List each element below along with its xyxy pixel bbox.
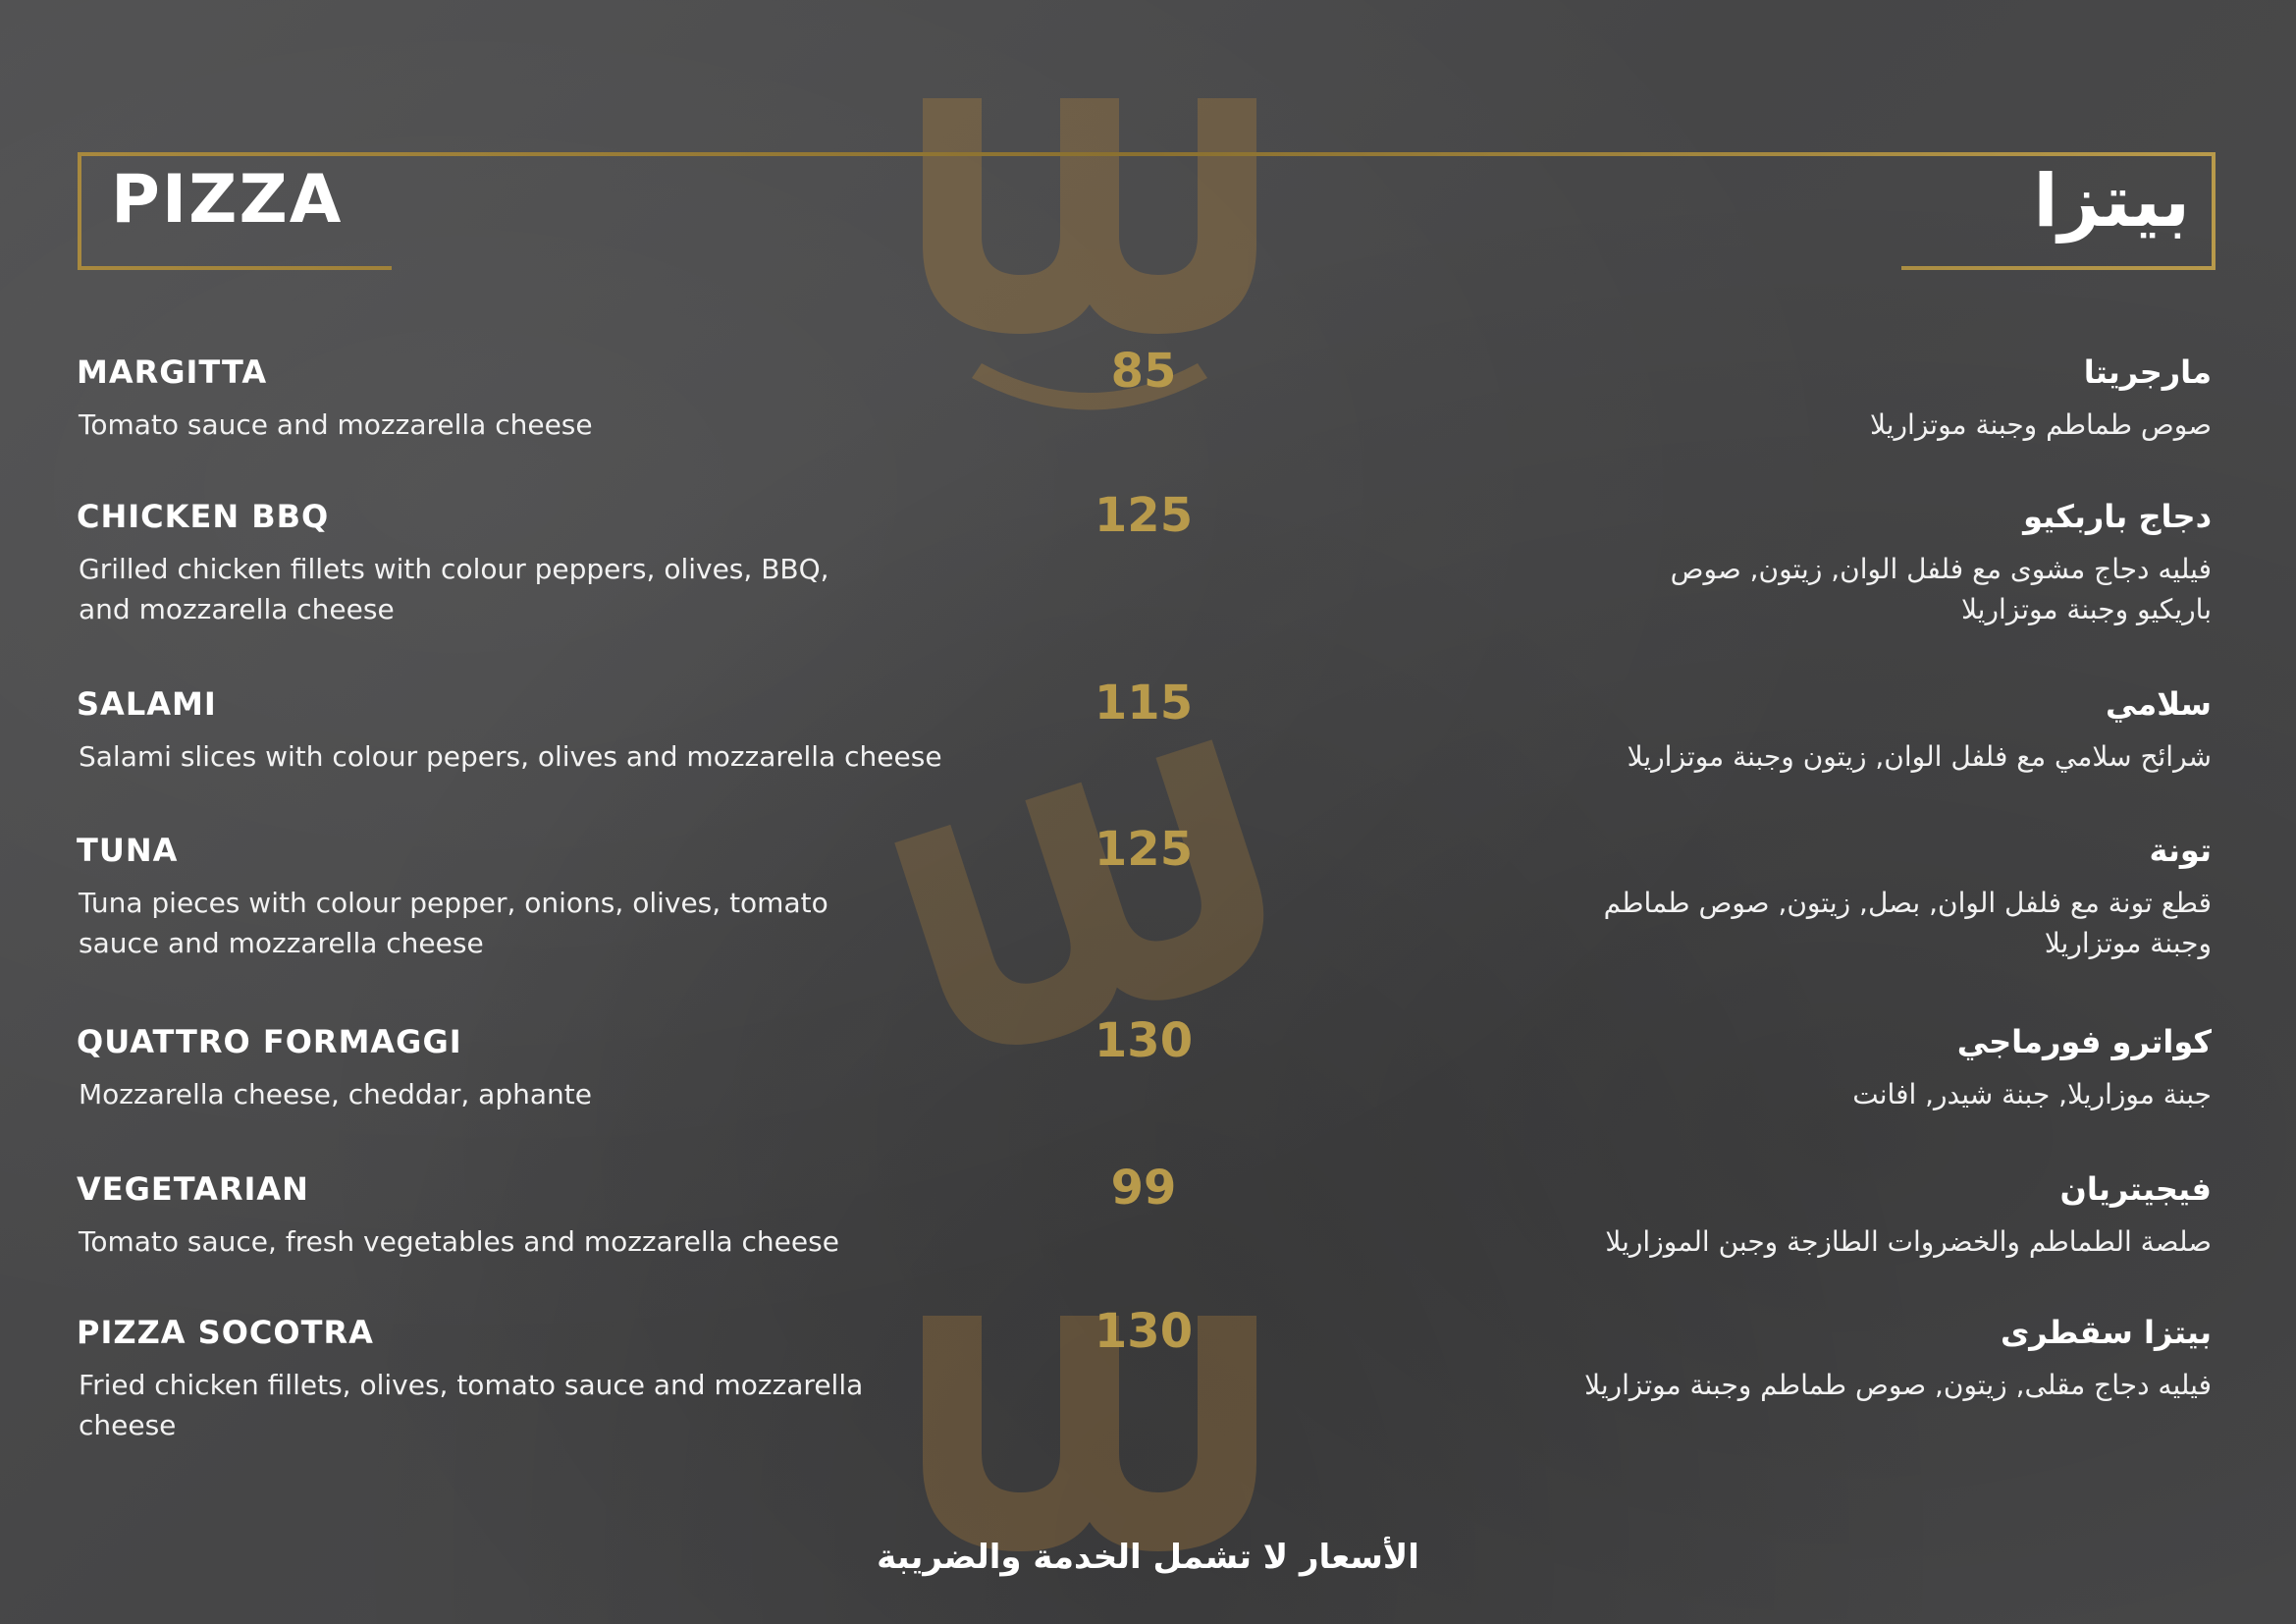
item-name-ar: تونة bbox=[2149, 832, 2212, 869]
item-desc-ar: فيليه دجاج مشوى مع فلفل الوان, زيتون, صوص باريكيو وجبنة موتزاريلا bbox=[1670, 553, 2212, 625]
item-name-en: TUNA bbox=[77, 832, 179, 869]
item-name-ar: مارجريتا bbox=[2083, 353, 2212, 391]
item-name-ar: سلامي bbox=[2106, 685, 2212, 723]
page-title-en: PIZZA bbox=[111, 161, 344, 239]
item-name-ar: كواترو فورماجي bbox=[1956, 1023, 2212, 1060]
item-desc-en: Tuna pieces with colour pepper, onions, olives, tomato sauce and mozzarella cheese bbox=[79, 887, 828, 959]
item-price: 99 bbox=[1110, 1161, 1177, 1216]
item-desc-ar: قطع تونة مع فلفل الوان, بصل, زيتون, صوص طماطم وجبنة موتزاريلا bbox=[1603, 887, 2212, 959]
item-name-ar: بيتزا سقطرى bbox=[2000, 1314, 2212, 1351]
footer-note: الأسعار لا تشمل الخدمة والضريبة bbox=[877, 1538, 1419, 1577]
item-desc-ar: شرائح سلامي مع فلفل الوان, زيتون وجبنة موتزاريلا bbox=[1627, 740, 2212, 773]
item-price: 125 bbox=[1094, 488, 1194, 543]
item-desc-ar: صلصة الطماطم والخضروات الطازجة وجبن الموزاريلا bbox=[1605, 1225, 2212, 1258]
item-name-en: CHICKEN BBQ bbox=[77, 498, 330, 535]
item-desc-ar: فيليه دجاج مقلى, زيتون, صوص طماطم وجبنة موتزاريلا bbox=[1584, 1369, 2212, 1401]
item-name-ar: فيجيتريان bbox=[2059, 1170, 2212, 1208]
item-desc-en: Mozzarella cheese, cheddar, aphante bbox=[79, 1078, 592, 1110]
item-name-en: VEGETARIAN bbox=[77, 1170, 309, 1208]
item-desc-en: Tomato sauce and mozzarella cheese bbox=[79, 408, 593, 441]
item-desc-en: Fried chicken fillets, olives, tomato sauce and mozzarella cheese bbox=[79, 1369, 864, 1441]
item-name-en: MARGITTA bbox=[77, 353, 268, 391]
item-desc-en: Salami slices with colour pepers, olives and mozzarella cheese bbox=[79, 740, 942, 773]
item-desc-en: Grilled chicken fillets with colour peppers, olives, BBQ, and mozzarella cheese bbox=[79, 553, 829, 625]
item-price: 130 bbox=[1094, 1013, 1194, 1068]
item-price: 115 bbox=[1094, 676, 1194, 731]
item-desc-ar: جبنة موزاريلا, جبنة شيدر, افانت bbox=[1852, 1078, 2212, 1110]
item-name-en: PIZZA SOCOTRA bbox=[77, 1314, 374, 1351]
item-desc-en: Tomato sauce, fresh vegetables and mozzarella cheese bbox=[79, 1225, 839, 1258]
item-price: 125 bbox=[1094, 822, 1194, 877]
item-price: 85 bbox=[1110, 344, 1177, 399]
item-price: 130 bbox=[1094, 1304, 1194, 1359]
item-name-en: QUATTRO FORMAGGI bbox=[77, 1023, 462, 1060]
header-frame bbox=[78, 152, 2216, 271]
page-title-ar: بيتزا bbox=[2033, 159, 2190, 244]
item-desc-ar: صوص طماطم وجبنة موتزاريلا bbox=[1870, 408, 2212, 441]
item-name-en: SALAMI bbox=[77, 685, 217, 723]
item-name-ar: دجاج باربكيو bbox=[2023, 498, 2212, 535]
